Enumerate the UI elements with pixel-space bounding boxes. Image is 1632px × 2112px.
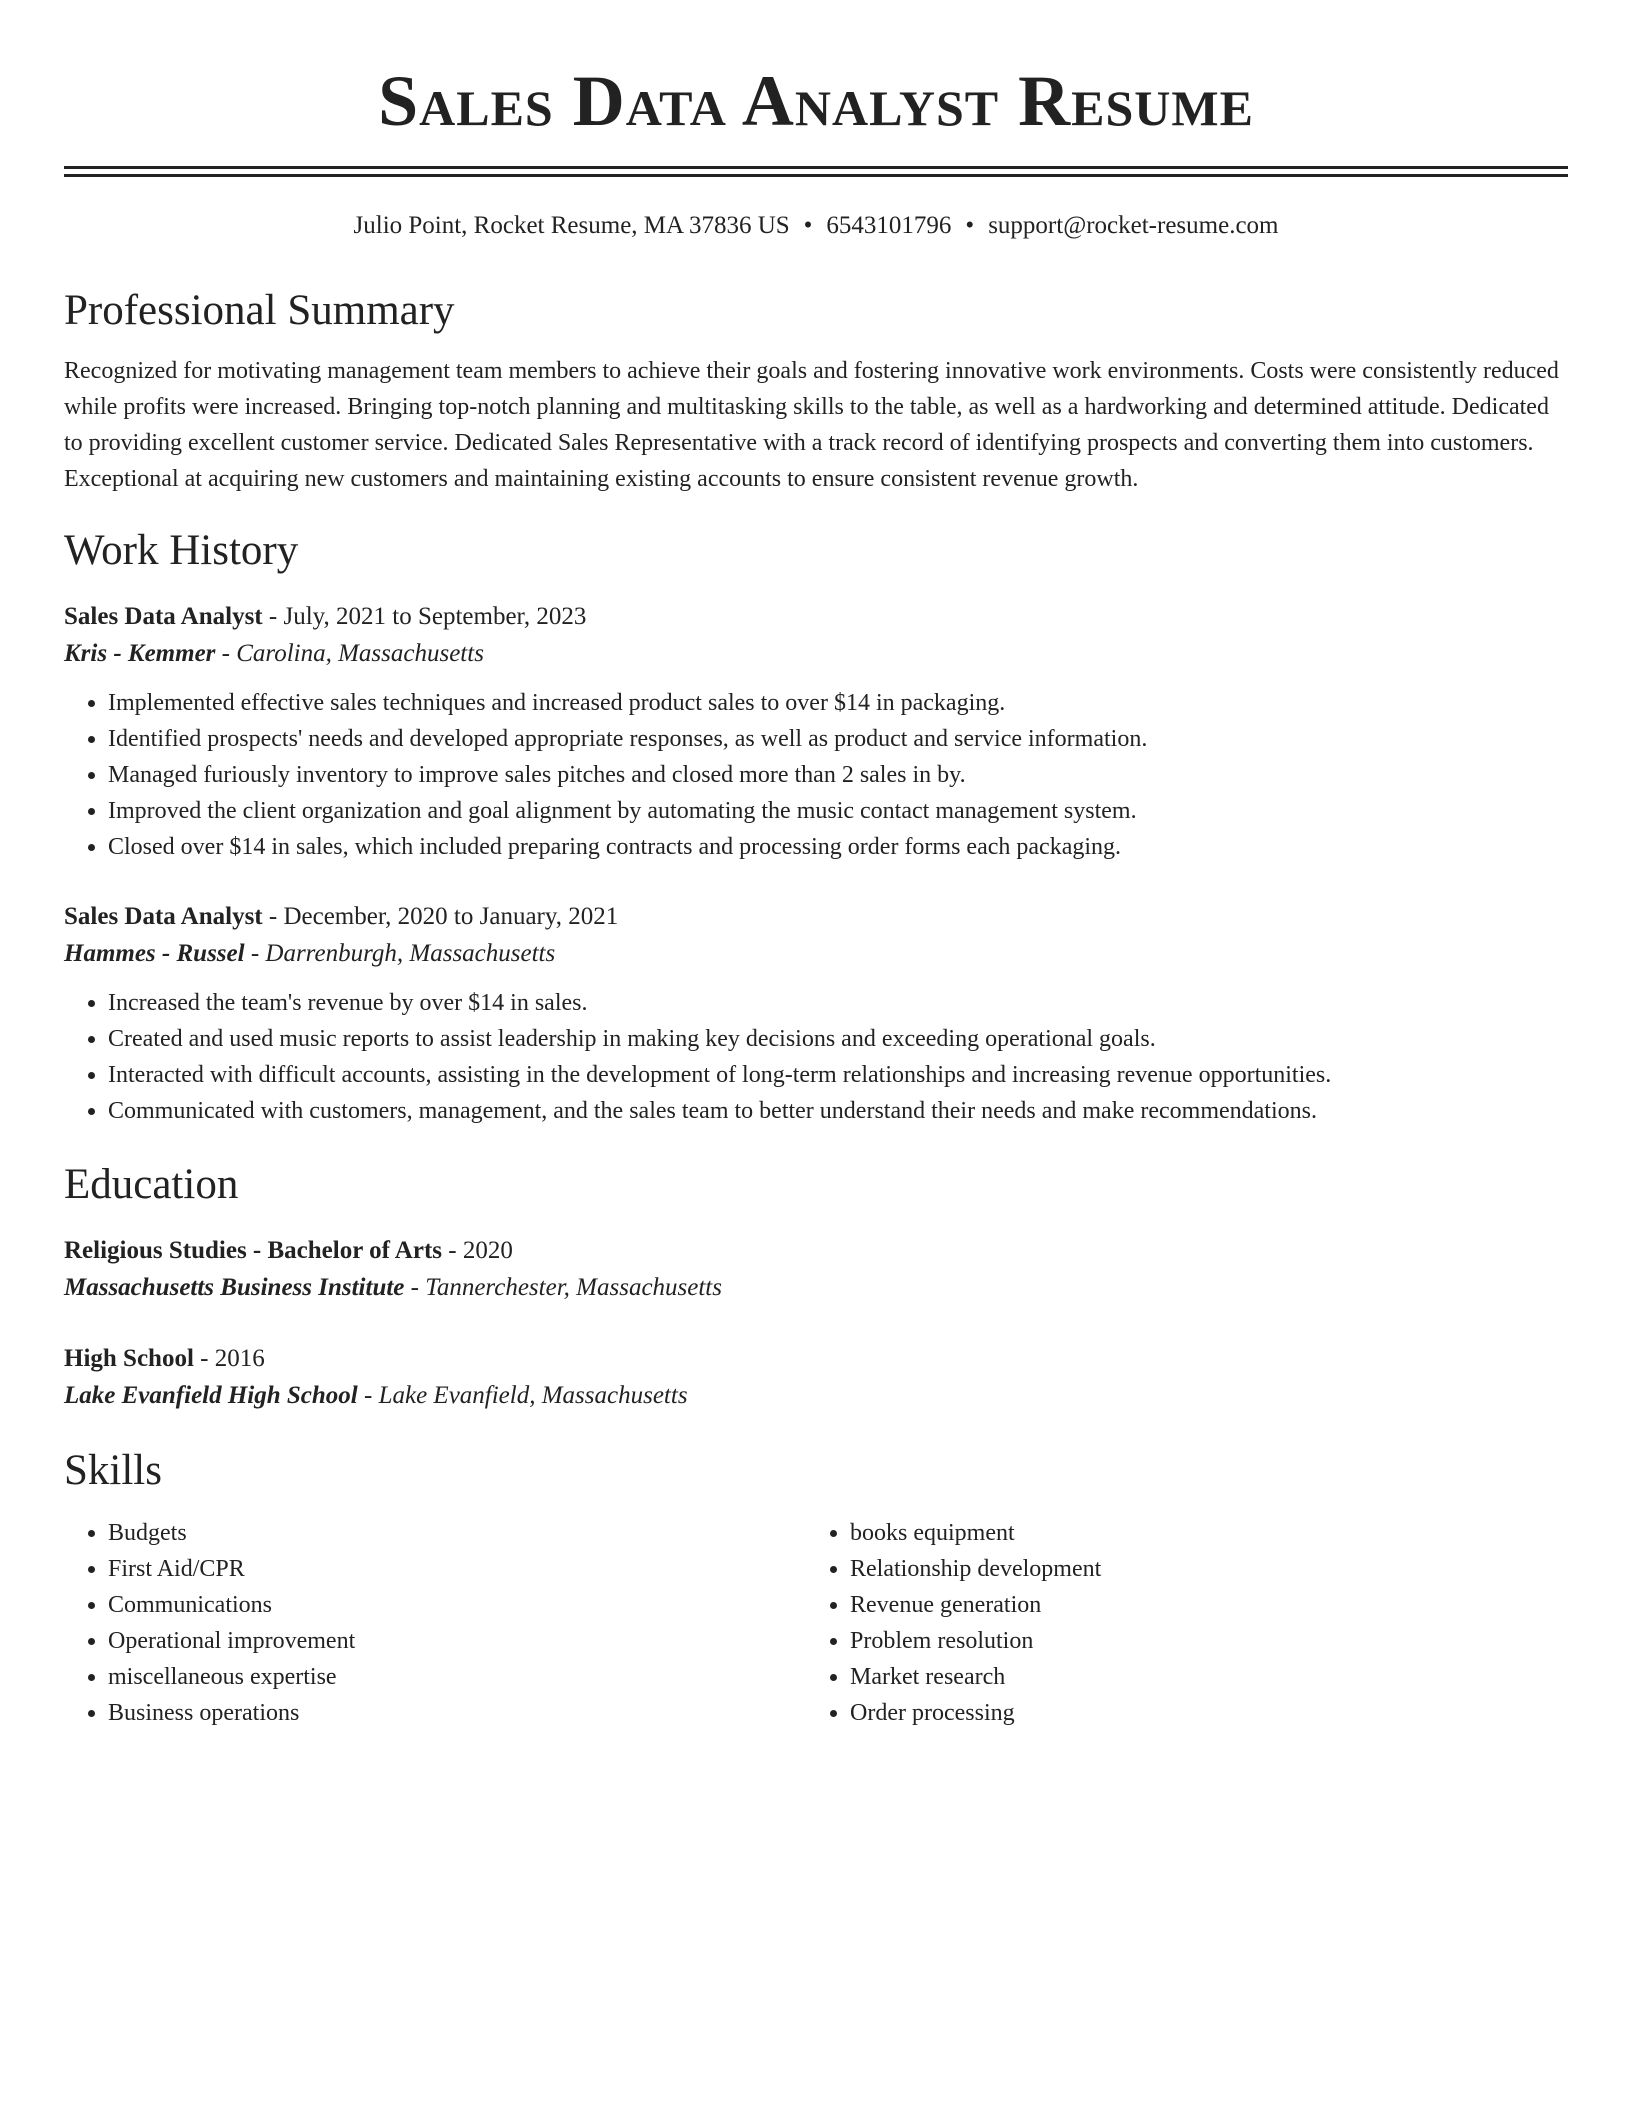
job-title-line: [64, 899, 1568, 935]
skill-item: • miscellaneous expertise: [108, 1659, 806, 1695]
job-company: Hammes - Russel: [64, 940, 245, 967]
education-entry: [64, 1341, 1568, 1415]
contact-line: [64, 211, 1568, 241]
education-school: Massachusetts Business Institute: [64, 1274, 405, 1301]
job-location: - Darrenburgh, Massachusetts: [250, 940, 556, 967]
job-dates: - December, 2020 to January, 2021: [268, 903, 619, 930]
skill-item: • Communications: [108, 1587, 806, 1623]
job-bullet: • Identified prospects' needs and developed appropriate responses, as well as product and service information.: [108, 721, 1568, 757]
contact-address: Julio Point, Rocket Resume, MA 37836 US: [353, 212, 790, 239]
skill-item: • Problem resolution: [850, 1623, 1101, 1659]
education-location: - Lake Evanfield, Massachusetts: [364, 1382, 688, 1409]
job-bullet: • Increased the team's revenue by over $14 in sales.: [108, 985, 1568, 1021]
education-year: - 2020: [448, 1237, 513, 1264]
education-school-line: [64, 1269, 1568, 1307]
job-company-line: [64, 635, 1568, 673]
skill-item: • Operational improvement: [108, 1623, 806, 1659]
education-school: Lake Evanfield High School: [64, 1382, 358, 1409]
skill-item: • Order processing: [850, 1695, 1101, 1731]
job-bullet: • Interacted with difficult accounts, assisting in the development of long-term relationships and increasing revenue opportunities.: [108, 1057, 1568, 1093]
job-entry: [64, 599, 1568, 865]
skill-item: • Budgets: [108, 1515, 806, 1551]
education-degree: Religious Studies - Bachelor of Arts: [64, 1237, 443, 1264]
job-company-line: [64, 935, 1568, 973]
job-bullets: [64, 685, 1568, 865]
contact-phone: 6543101796: [826, 212, 952, 239]
skill-item: • Business operations: [108, 1695, 806, 1731]
job-bullet: • Managed furiously inventory to improve sales pitches and closed more than 2 sales in by.: [108, 757, 1568, 793]
job-location: - Carolina, Massachusetts: [221, 640, 484, 667]
work-history-heading: Work History: [64, 527, 299, 574]
job-title: Sales Data Analyst: [64, 903, 263, 930]
skill-item: • Relationship development: [850, 1551, 1101, 1587]
education-degree-line: [64, 1341, 1568, 1377]
skill-item: • Revenue generation: [850, 1587, 1101, 1623]
job-bullet: • Implemented effective sales techniques and increased product sales to over $14 in packaging.: [108, 685, 1568, 721]
education-degree-line: [64, 1233, 1568, 1269]
skills-columns: [64, 1515, 1568, 1731]
education-heading: Education: [64, 1161, 239, 1208]
skill-item: • books equipment: [850, 1515, 1101, 1551]
resume-title: Sales Data Analyst Resume: [378, 61, 1254, 141]
job-company: Kris - Kemmer: [64, 640, 216, 667]
skill-item: • First Aid/CPR: [108, 1551, 806, 1587]
skills-heading: Skills: [64, 1447, 162, 1494]
education-entry: [64, 1233, 1568, 1307]
title-double-rule: [64, 166, 1568, 177]
job-title: Sales Data Analyst: [64, 603, 263, 630]
education-degree: High School: [64, 1345, 194, 1372]
education-location: - Tannerchester, Massachusetts: [410, 1274, 722, 1301]
job-bullet: • Communicated with customers, management, and the sales team to better understand their needs and make recommendations.: [108, 1093, 1568, 1129]
contact-separator: •: [803, 212, 813, 239]
job-entry: [64, 899, 1568, 1129]
summary-heading: Professional Summary: [64, 287, 455, 334]
contact-separator: •: [965, 212, 975, 239]
job-dates: - July, 2021 to September, 2023: [268, 603, 587, 630]
summary-text: Recognized for motivating management team members to achieve their goals and fostering innovative work environments. Costs were consistently reduced while profits were increased. Bringing top-notch planning and multitasking skills to the table, as well as a hardworking and determined attitude. Dedicated to providing excellent customer service. Dedicated Sales Representative with a track record of identifying prospects and converting them into customers. Exceptional at acquiring new customers and maintaining existing accounts to ensure consistent revenue growth.: [64, 358, 1559, 492]
job-bullets: [64, 985, 1568, 1129]
job-bullet: • Closed over $14 in sales, which included preparing contracts and processing order forms each packaging.: [108, 829, 1568, 865]
skills-left-list: [64, 1515, 806, 1731]
job-title-line: [64, 599, 1568, 635]
education-school-line: [64, 1377, 1568, 1415]
skill-item: • Market research: [850, 1659, 1101, 1695]
skills-right-list: [806, 1515, 1101, 1731]
education-year: - 2016: [200, 1345, 265, 1372]
job-bullet: • Improved the client organization and goal alignment by automating the music contact management system.: [108, 793, 1568, 829]
contact-email: support@rocket-resume.com: [988, 212, 1279, 239]
job-bullet: • Created and used music reports to assist leadership in making key decisions and exceeding operational goals.: [108, 1021, 1568, 1057]
